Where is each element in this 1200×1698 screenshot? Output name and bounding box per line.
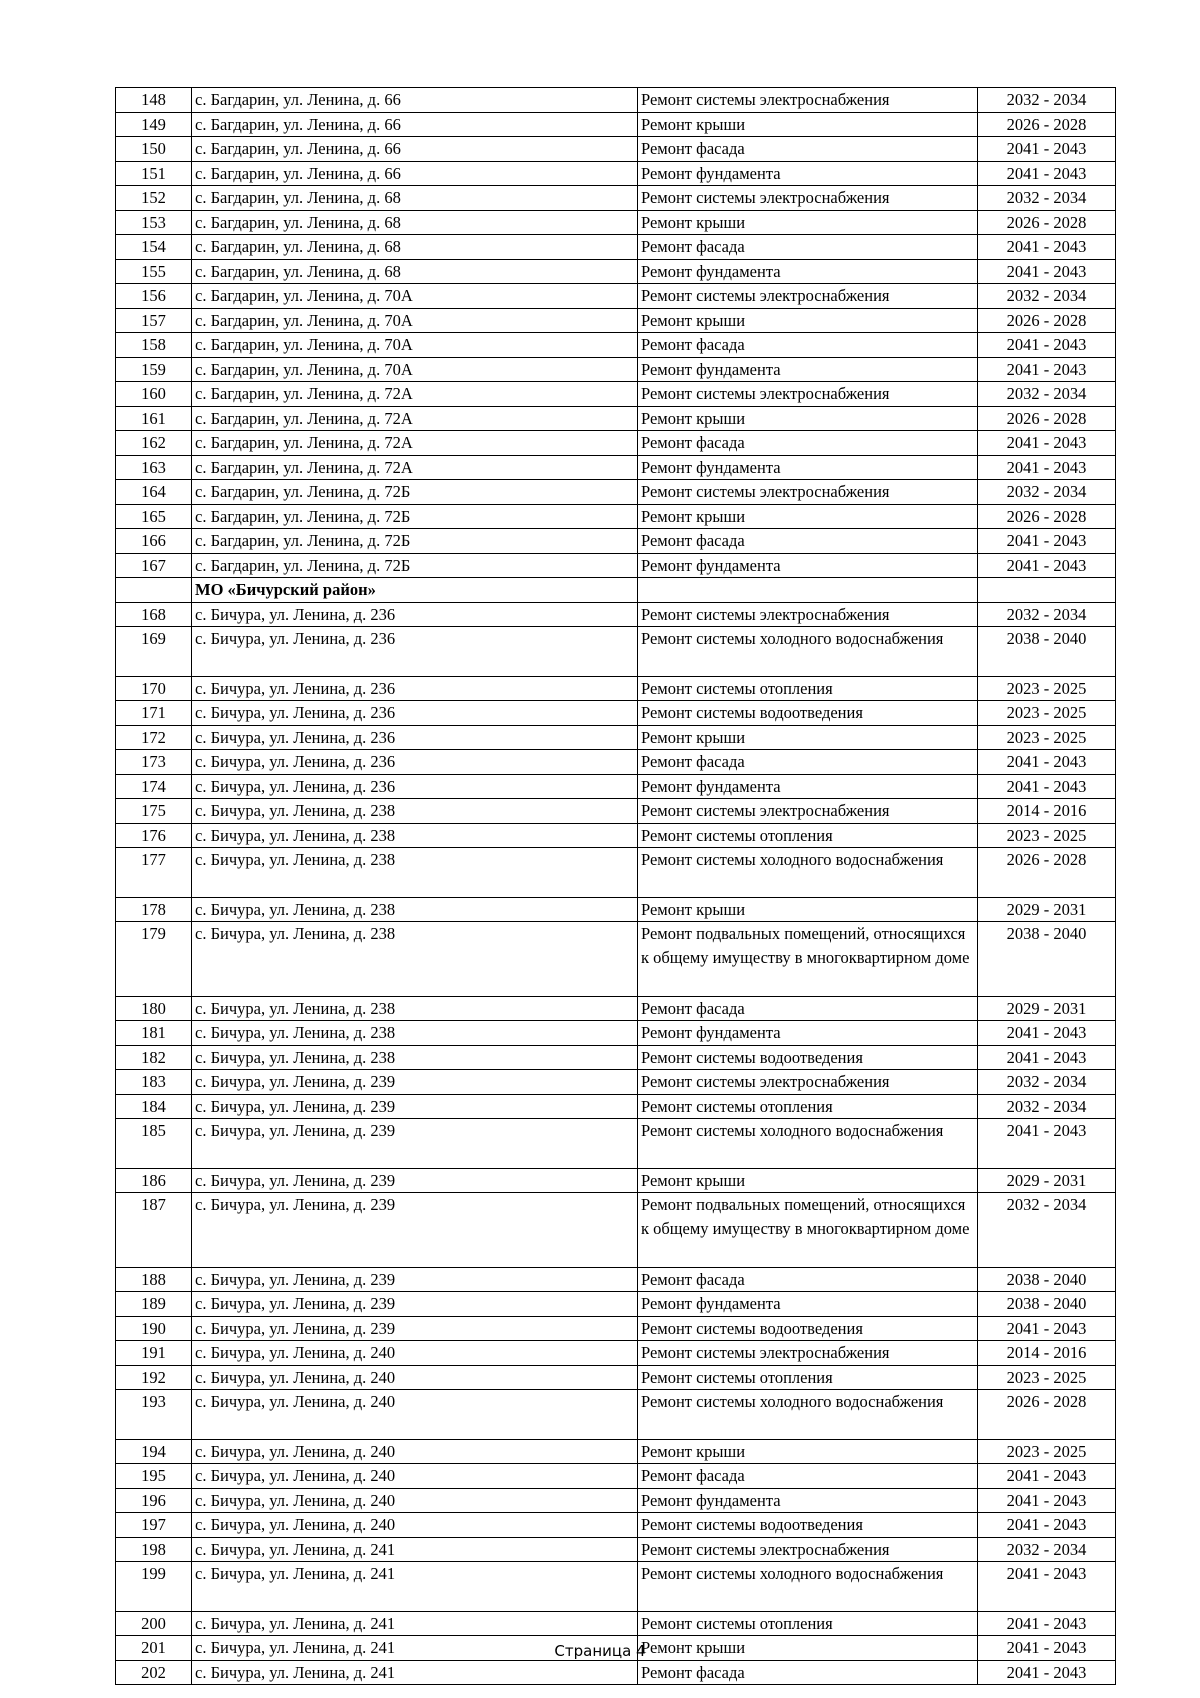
cell-number: 162 [116,431,192,456]
cell-number: 157 [116,308,192,333]
cell-number: 197 [116,1513,192,1538]
cell-work: Ремонт крыши [638,725,978,750]
cell-number: 177 [116,848,192,898]
cell-address: с. Бичура, ул. Ленина, д. 236 [192,725,638,750]
cell-work: Ремонт системы электроснабжения [638,1341,978,1366]
cell-address: с. Багдарин, ул. Ленина, д. 66 [192,137,638,162]
table-row [116,1537,1116,1562]
cell-number: 158 [116,333,192,358]
table-row [116,504,1116,529]
cell-period: 2026 - 2028 [978,1390,1116,1440]
cell-number: 150 [116,137,192,162]
cell-period: 2029 - 2031 [978,897,1116,922]
cell-number: 148 [116,88,192,113]
cell-address: с. Багдарин, ул. Ленина, д. 72Б [192,529,638,554]
table-row [116,774,1116,799]
cell-work: Ремонт системы электроснабжения [638,799,978,824]
cell-number: 161 [116,406,192,431]
cell-period: 2032 - 2034 [978,1193,1116,1268]
cell-number: 198 [116,1537,192,1562]
cell-work: Ремонт системы электроснабжения [638,602,978,627]
cell-address: с. Багдарин, ул. Ленина, д. 68 [192,259,638,284]
cell-work: Ремонт системы холодного водоснабжения [638,627,978,677]
cell-address: с. Бичура, ул. Ленина, д. 240 [192,1464,638,1489]
cell-address: с. Бичура, ул. Ленина, д. 240 [192,1513,638,1538]
cell-period: 2041 - 2043 [978,333,1116,358]
repair-schedule-table [115,87,1116,1685]
table-row [116,1464,1116,1489]
cell-work: Ремонт системы отопления [638,823,978,848]
cell-number: 184 [116,1094,192,1119]
cell-address: с. Бичура, ул. Ленина, д. 236 [192,774,638,799]
cell-number: 189 [116,1292,192,1317]
cell-period: 2041 - 2043 [978,455,1116,480]
page-number-label: Страница 4 [554,1642,646,1660]
cell-period: 2026 - 2028 [978,848,1116,898]
table-row [116,529,1116,554]
cell-period: 2041 - 2043 [978,1611,1116,1636]
cell-number: 160 [116,382,192,407]
cell-number: 155 [116,259,192,284]
cell-period: 2023 - 2025 [978,1439,1116,1464]
cell-work: Ремонт системы отопления [638,1365,978,1390]
cell-address: с. Бичура, ул. Ленина, д. 238 [192,799,638,824]
cell-address: с. Бичура, ул. Ленина, д. 236 [192,701,638,726]
cell-number: 175 [116,799,192,824]
cell-period: 2023 - 2025 [978,701,1116,726]
cell-address: с. Бичура, ул. Ленина, д. 239 [192,1094,638,1119]
cell-work: Ремонт крыши [638,897,978,922]
cell-number: 168 [116,602,192,627]
cell-number: 167 [116,553,192,578]
cell-address: с. Багдарин, ул. Ленина, д. 68 [192,210,638,235]
cell-work: Ремонт крыши [638,1168,978,1193]
table-row [116,112,1116,137]
cell-work: Ремонт фасада [638,235,978,260]
cell-period: 2026 - 2028 [978,112,1116,137]
cell-address: с. Багдарин, ул. Ленина, д. 70А [192,333,638,358]
cell-number: 169 [116,627,192,677]
cell-work: Ремонт системы электроснабжения [638,88,978,113]
cell-work: Ремонт крыши [638,112,978,137]
cell-work: Ремонт системы холодного водоснабжения [638,1390,978,1440]
cell-number: 165 [116,504,192,529]
cell-number: 153 [116,210,192,235]
cell-address: с. Бичура, ул. Ленина, д. 238 [192,922,638,997]
cell-period: 2014 - 2016 [978,1341,1116,1366]
cell-work [638,578,978,603]
cell-period: 2041 - 2043 [978,1045,1116,1070]
cell-period: 2032 - 2034 [978,602,1116,627]
cell-work: Ремонт системы холодного водоснабжения [638,848,978,898]
cell-work: Ремонт фасада [638,529,978,554]
table-row [116,1267,1116,1292]
cell-address: с. Бичура, ул. Ленина, д. 238 [192,848,638,898]
cell-work: Ремонт крыши [638,504,978,529]
cell-period: 2041 - 2043 [978,1636,1116,1661]
cell-work: Ремонт подвальных помещений, относящихся к общему имуществу в многоквартирном доме [638,1193,978,1268]
cell-work: Ремонт подвальных помещений, относящихся к общему имуществу в многоквартирном доме [638,922,978,997]
cell-number: 183 [116,1070,192,1095]
cell-number: 199 [116,1562,192,1612]
table-row [116,823,1116,848]
cell-work: Ремонт системы водоотведения [638,701,978,726]
cell-address: с. Багдарин, ул. Ленина, д. 72А [192,406,638,431]
cell-address: с. Бичура, ул. Ленина, д. 238 [192,897,638,922]
cell-address: с. Бичура, ул. Ленина, д. 239 [192,1193,638,1268]
table-row [116,1168,1116,1193]
table-row [116,848,1116,898]
cell-period: 2032 - 2034 [978,1537,1116,1562]
table-row [116,1045,1116,1070]
cell-number: 195 [116,1464,192,1489]
cell-work: Ремонт фасада [638,750,978,775]
cell-work: Ремонт системы отопления [638,676,978,701]
cell-work: Ремонт фасада [638,431,978,456]
cell-address: с. Бичура, ул. Ленина, д. 239 [192,1168,638,1193]
table-body [116,88,1116,1685]
table-row [116,1341,1116,1366]
cell-work: Ремонт системы холодного водоснабжения [638,1562,978,1612]
cell-work: Ремонт фасада [638,333,978,358]
table-row [116,161,1116,186]
cell-number: 173 [116,750,192,775]
cell-number: 200 [116,1611,192,1636]
table-row [116,1292,1116,1317]
cell-number: 178 [116,897,192,922]
cell-number: 194 [116,1439,192,1464]
table-row [116,480,1116,505]
cell-number: 192 [116,1365,192,1390]
cell-period: 2041 - 2043 [978,1562,1116,1612]
cell-address: с. Бичура, ул. Ленина, д. 240 [192,1439,638,1464]
cell-work: Ремонт фасада [638,996,978,1021]
cell-period: 2032 - 2034 [978,284,1116,309]
table-row [116,1611,1116,1636]
cell-work: Ремонт фундамента [638,161,978,186]
cell-address: с. Багдарин, ул. Ленина, д. 66 [192,161,638,186]
cell-period: 2038 - 2040 [978,1292,1116,1317]
cell-number: 172 [116,725,192,750]
table-row [116,382,1116,407]
table-row [116,676,1116,701]
cell-work: Ремонт системы электроснабжения [638,480,978,505]
cell-number: 149 [116,112,192,137]
cell-period: 2038 - 2040 [978,1267,1116,1292]
table-row [116,1488,1116,1513]
cell-work: Ремонт фасада [638,1464,978,1489]
cell-address: с. Бичура, ул. Ленина, д. 236 [192,627,638,677]
cell-address: с. Багдарин, ул. Ленина, д. 72А [192,382,638,407]
cell-address: с. Багдарин, ул. Ленина, д. 66 [192,112,638,137]
cell-period: 2026 - 2028 [978,504,1116,529]
cell-number: 151 [116,161,192,186]
cell-number: 154 [116,235,192,260]
cell-address: с. Багдарин, ул. Ленина, д. 72А [192,455,638,480]
cell-address: с. Бичура, ул. Ленина, д. 239 [192,1316,638,1341]
table-row [116,88,1116,113]
cell-period: 2041 - 2043 [978,1513,1116,1538]
cell-number: 188 [116,1267,192,1292]
table-row [116,406,1116,431]
cell-address: с. Багдарин, ул. Ленина, д. 70А [192,284,638,309]
table-row [116,1365,1116,1390]
cell-period: 2029 - 2031 [978,996,1116,1021]
cell-period: 2041 - 2043 [978,1119,1116,1169]
cell-period: 2041 - 2043 [978,1464,1116,1489]
table-row [116,1316,1116,1341]
cell-work: Ремонт системы водоотведения [638,1045,978,1070]
cell-period: 2041 - 2043 [978,235,1116,260]
table-row [116,922,1116,997]
table-row [116,333,1116,358]
cell-work: Ремонт фундамента [638,1292,978,1317]
cell-address: с. Бичура, ул. Ленина, д. 238 [192,1045,638,1070]
cell-work: Ремонт фундамента [638,1488,978,1513]
cell-work: Ремонт системы электроснабжения [638,1070,978,1095]
cell-work: Ремонт системы холодного водоснабжения [638,1119,978,1169]
cell-work: Ремонт системы водоотведения [638,1316,978,1341]
table-row [116,1070,1116,1095]
cell-address: с. Бичура, ул. Ленина, д. 238 [192,1021,638,1046]
table-row [116,259,1116,284]
cell-address: с. Бичура, ул. Ленина, д. 239 [192,1070,638,1095]
table-row [116,1094,1116,1119]
cell-period: 2023 - 2025 [978,823,1116,848]
cell-address: с. Багдарин, ул. Ленина, д. 70А [192,308,638,333]
cell-period: 2029 - 2031 [978,1168,1116,1193]
cell-number: 190 [116,1316,192,1341]
cell-work: Ремонт системы электроснабжения [638,186,978,211]
cell-period: 2032 - 2034 [978,88,1116,113]
cell-address: с. Бичура, ул. Ленина, д. 241 [192,1537,638,1562]
table-row [116,1660,1116,1685]
cell-period: 2032 - 2034 [978,186,1116,211]
table-row [116,701,1116,726]
cell-period: 2041 - 2043 [978,553,1116,578]
table-row [116,1119,1116,1169]
cell-work: Ремонт фундамента [638,357,978,382]
cell-number: 191 [116,1341,192,1366]
table-row [116,897,1116,922]
cell-address: с. Багдарин, ул. Ленина, д. 72Б [192,553,638,578]
cell-period: 2041 - 2043 [978,750,1116,775]
cell-work: Ремонт системы электроснабжения [638,284,978,309]
cell-period: 2023 - 2025 [978,1365,1116,1390]
cell-work: Ремонт крыши [638,210,978,235]
cell-period: 2041 - 2043 [978,1488,1116,1513]
table-row [116,799,1116,824]
cell-number: 182 [116,1045,192,1070]
table-row [116,602,1116,627]
cell-work: Ремонт фундамента [638,259,978,284]
cell-period: 2014 - 2016 [978,799,1116,824]
table-row [116,627,1116,677]
table-row [116,750,1116,775]
cell-period: 2041 - 2043 [978,357,1116,382]
table-row [116,210,1116,235]
table-row [116,553,1116,578]
cell-address: с. Багдарин, ул. Ленина, д. 72Б [192,480,638,505]
cell-period: 2023 - 2025 [978,725,1116,750]
cell-period: 2026 - 2028 [978,210,1116,235]
cell-period: 2041 - 2043 [978,259,1116,284]
table-row [116,455,1116,480]
cell-number: 202 [116,1660,192,1685]
table-row [116,996,1116,1021]
cell-address: с. Багдарин, ул. Ленина, д. 68 [192,186,638,211]
cell-address: с. Бичура, ул. Ленина, д. 236 [192,602,638,627]
cell-address: с. Бичура, ул. Ленина, д. 236 [192,676,638,701]
cell-address: с. Бичура, ул. Ленина, д. 238 [192,823,638,848]
cell-number: 185 [116,1119,192,1169]
cell-address: с. Бичура, ул. Ленина, д. 239 [192,1119,638,1169]
cell-work: Ремонт системы электроснабжения [638,382,978,407]
section-row [116,578,1116,603]
cell-period: 2032 - 2034 [978,1070,1116,1095]
table-row [116,235,1116,260]
table-row [116,725,1116,750]
cell-work: Ремонт фундамента [638,553,978,578]
table-row [116,284,1116,309]
cell-period: 2041 - 2043 [978,1660,1116,1685]
cell-number: 159 [116,357,192,382]
cell-number: 156 [116,284,192,309]
cell-work: Ремонт фасада [638,1267,978,1292]
cell-period: 2041 - 2043 [978,529,1116,554]
cell-number: 166 [116,529,192,554]
cell-period: 2041 - 2043 [978,431,1116,456]
cell-period: 2041 - 2043 [978,1316,1116,1341]
cell-number: 152 [116,186,192,211]
cell-number: 176 [116,823,192,848]
cell-period: 2032 - 2034 [978,480,1116,505]
cell-address: с. Бичура, ул. Ленина, д. 240 [192,1365,638,1390]
cell-number: 186 [116,1168,192,1193]
cell-number: 196 [116,1488,192,1513]
section-title: МО «Бичурский район» [192,578,638,603]
cell-address: с. Бичура, ул. Ленина, д. 241 [192,1562,638,1612]
cell-number: 201 [116,1636,192,1661]
cell-address: с. Бичура, ул. Ленина, д. 238 [192,996,638,1021]
cell-number: 171 [116,701,192,726]
cell-address: с. Багдарин, ул. Ленина, д. 66 [192,88,638,113]
cell-period: 2041 - 2043 [978,137,1116,162]
cell-period: 2026 - 2028 [978,308,1116,333]
cell-work: Ремонт фасада [638,1660,978,1685]
cell-number: 193 [116,1390,192,1440]
cell-period: 2032 - 2034 [978,1094,1116,1119]
table-row [116,1439,1116,1464]
table-row [116,186,1116,211]
cell-work: Ремонт фундамента [638,455,978,480]
cell-number: 170 [116,676,192,701]
cell-period: 2038 - 2040 [978,627,1116,677]
cell-work: Ремонт системы электроснабжения [638,1537,978,1562]
cell-address: с. Бичура, ул. Ленина, д. 239 [192,1292,638,1317]
cell-address: с. Бичура, ул. Ленина, д. 236 [192,750,638,775]
cell-period: 2023 - 2025 [978,676,1116,701]
cell-address: с. Бичура, ул. Ленина, д. 239 [192,1267,638,1292]
cell-number: 174 [116,774,192,799]
cell-work: Ремонт системы отопления [638,1611,978,1636]
cell-period: 2026 - 2028 [978,406,1116,431]
cell-period: 2041 - 2043 [978,1021,1116,1046]
cell-address: с. Багдарин, ул. Ленина, д. 70А [192,357,638,382]
table-row [116,1390,1116,1440]
table-row [116,1021,1116,1046]
cell-period: 2038 - 2040 [978,922,1116,997]
table-row [116,137,1116,162]
cell-work: Ремонт фундамента [638,774,978,799]
table-row [116,357,1116,382]
cell-work: Ремонт крыши [638,1636,978,1661]
cell-work: Ремонт крыши [638,308,978,333]
cell-number: 179 [116,922,192,997]
table-row [116,431,1116,456]
cell-number: 180 [116,996,192,1021]
cell-period [978,578,1116,603]
table-row [116,1562,1116,1612]
table-row [116,308,1116,333]
cell-work: Ремонт крыши [638,1439,978,1464]
cell-work: Ремонт системы отопления [638,1094,978,1119]
cell-period: 2041 - 2043 [978,161,1116,186]
cell-address: с. Багдарин, ул. Ленина, д. 68 [192,235,638,260]
cell-address: с. Бичура, ул. Ленина, д. 241 [192,1611,638,1636]
table-row [116,1193,1116,1268]
cell-number: 164 [116,480,192,505]
cell-work: Ремонт фундамента [638,1021,978,1046]
cell-work: Ремонт системы водоотведения [638,1513,978,1538]
cell-work: Ремонт крыши [638,406,978,431]
cell-address: с. Бичура, ул. Ленина, д. 240 [192,1390,638,1440]
cell-number: 181 [116,1021,192,1046]
cell-address: с. Багдарин, ул. Ленина, д. 72Б [192,504,638,529]
table-row [116,1513,1116,1538]
cell-address: с. Бичура, ул. Ленина, д. 241 [192,1636,638,1661]
page-footer [0,1642,1200,1660]
cell-address: с. Бичура, ул. Ленина, д. 240 [192,1341,638,1366]
cell-work: Ремонт фасада [638,137,978,162]
cell-address: с. Багдарин, ул. Ленина, д. 72А [192,431,638,456]
cell-period: 2032 - 2034 [978,382,1116,407]
cell-address: с. Бичура, ул. Ленина, д. 241 [192,1660,638,1685]
cell-number: 187 [116,1193,192,1268]
cell-number [116,578,192,603]
cell-period: 2041 - 2043 [978,774,1116,799]
cell-number: 163 [116,455,192,480]
cell-address: с. Бичура, ул. Ленина, д. 240 [192,1488,638,1513]
